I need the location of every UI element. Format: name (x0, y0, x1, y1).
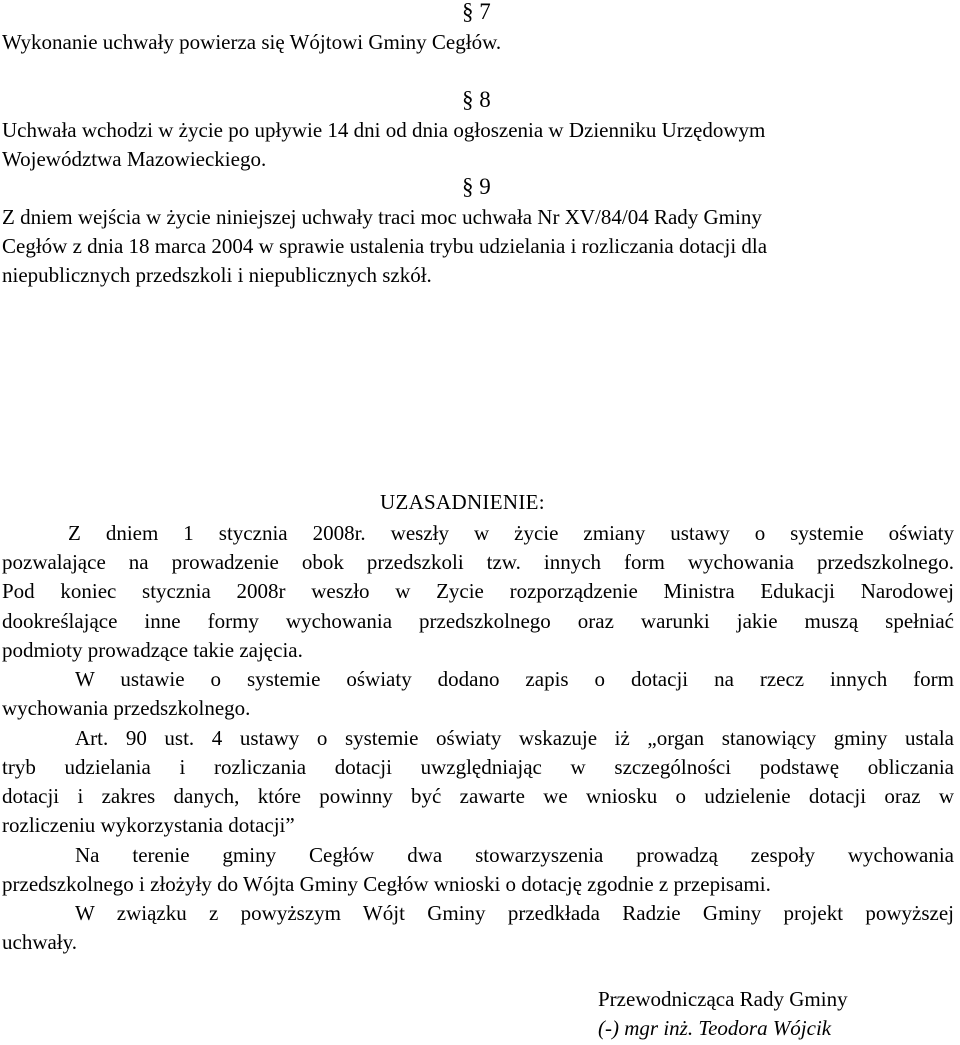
justification-line: W związku z powyższym Wójt Gminy przedkłada Radzie Gminy projekt powyższej (75, 901, 954, 925)
section-9-heading: § 9 (462, 174, 491, 199)
section-8-text-line: Województwa Mazowieckiego. (2, 147, 267, 171)
justification-line: W ustawie o systemie oświaty dodano zapis o dotacji na rzecz innych form (75, 667, 954, 691)
justification-line: rozliczeniu wykorzystania dotacji” (2, 813, 295, 837)
justification-line: dookreślające inne formy wychowania przedszkolnego oraz warunki jakie muszą spełniać (2, 609, 954, 633)
signature-title: Przewodnicząca Rady Gminy (598, 987, 848, 1011)
section-9-text-line: Z dniem wejścia w życie niniejszej uchwały traci moc uchwała Nr XV/84/04 Rady Gminy (2, 205, 762, 229)
justification-line: Na terenie gminy Cegłów dwa stowarzyszenia prowadzą zespoły wychowania (75, 843, 954, 867)
section-7-text: Wykonanie uchwały powierza się Wójtowi Gminy Cegłów. (2, 30, 502, 54)
section-8-text-line: Uchwała wchodzi w życie po upływie 14 dni od dnia ogłoszenia w Dzienniku Urzędowym (2, 118, 766, 142)
justification-line: podmioty prowadzące takie zajęcia. (2, 638, 303, 662)
justification-line: pozwalające na prowadzenie obok przedszkoli tzw. innych form wychowania przedszkolnego. (2, 550, 954, 574)
section-9-text-line: niepublicznych przedszkoli i niepublicznych szkół. (2, 263, 432, 287)
justification-heading: UZASADNIENIE: (380, 490, 545, 514)
justification-line: Art. 90 ust. 4 ustawy o systemie oświaty wskazuje iż „organ stanowiący gminy ustala (75, 726, 954, 750)
justification-line: Z dniem 1 stycznia 2008r. weszły w życie zmiany ustawy o systemie oświaty (68, 521, 954, 545)
section-7-heading: § 7 (462, 0, 491, 24)
justification-line: tryb udzielania i rozliczania dotacji uwzględniając w szczególności podstawę obliczania (2, 755, 954, 779)
justification-line: przedszkolnego i złożyły do Wójta Gminy Cegłów wnioski o dotację zgodnie z przepisami. (2, 872, 771, 896)
section-8-heading: § 8 (462, 87, 491, 112)
justification-line: uchwały. (2, 930, 78, 954)
signature-name: (-) mgr inż. Teodora Wójcik (598, 1016, 832, 1040)
justification-line: dotacji i zakres danych, które powinny być zawarte we wniosku o udzielenie dotacji oraz w (2, 784, 954, 808)
justification-line: Pod koniec stycznia 2008r weszło w Zycie rozporządzenie Ministra Edukacji Narodowej (2, 579, 954, 603)
justification-line: wychowania przedszkolnego. (2, 696, 251, 720)
section-9-text-line: Cegłów z dnia 18 marca 2004 w sprawie ustalenia trybu udzielania i rozliczania dotacji dla (2, 234, 768, 258)
